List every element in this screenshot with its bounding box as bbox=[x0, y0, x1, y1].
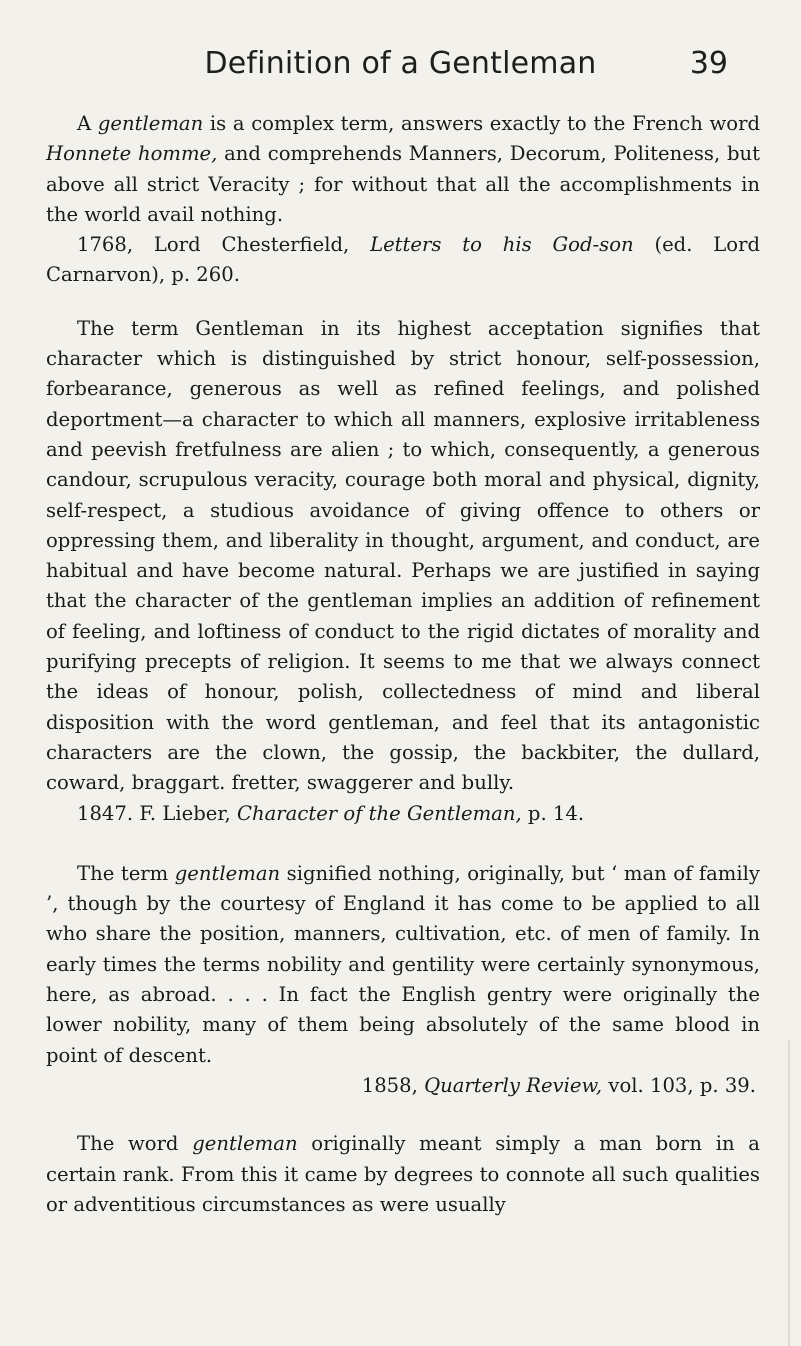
quote-2-text: The term Gentleman in its highest acceptation signifies that character which is distinguished by strict honour, self-possession, forbearance, generous as well as refined feelings, and polished deportment—a character to which all manners, explosive irritableness and peevish fretfulness are alien ; to which, consequently, a generous candour, scrupulous veracity, courage both moral and physical, dignity, self-respect, a studious avoidance of giving offence to others or oppressing them, and liberality in thought, argument, and conduct, are habitual and have become natural. Perhaps we are justified in saying that the character of the gentleman implies an addition of refinement of feeling, and loftiness of conduct to the rigid dictates of morality and purifying precepts of religion. It seems to me that we always connect the ideas of honour, polish, collectedness of mind and liberal disposition with the word gentleman, and feel that its antagonistic characters are the clown, the gossip, the backbiter, the dullard, coward, braggart. fretter, swaggerer and bully. bbox=[46, 316, 760, 795]
citation-part: 1768, Lord Chesterfield, bbox=[77, 233, 371, 257]
quote-1-part: A bbox=[77, 112, 98, 135]
quote-1-term: gentleman bbox=[97, 112, 204, 135]
quote-3-part: signified nothing, originally, but ‘ man of family ’, though by the courtesy of England it has come to be applied to all who share the position, manners, cultivation, etc. of men of family. In early times the terms nobility and gentility were certainly synonymous, here, as abroad. . . . In fact the English gentry were originally the lower nobility, many of them being absolutely of the same blood in point of descent. bbox=[46, 861, 760, 1067]
quote-4-part: The word bbox=[77, 1132, 193, 1156]
citation-work-title: Letters to his God-son bbox=[370, 233, 634, 257]
quote-1-french-term: Honnete homme, bbox=[46, 142, 218, 166]
quote-1-part: is a complex term, answers exactly to the French word bbox=[203, 112, 760, 135]
quote-1-part: and comprehends Manners, Decorum, Politeness, but above all strict Veracity ; for without that all the accomplishments in the world avail nothing. bbox=[46, 142, 760, 226]
quote-1-text bbox=[46, 109, 760, 230]
quote-3-citation bbox=[46, 1071, 760, 1101]
quote-4-part: originally meant simply a man born in a certain rank. From this it came by degrees to connote all such qualities or adventitious circumstances as were usually bbox=[46, 1132, 760, 1216]
quote-1-citation bbox=[46, 230, 760, 291]
body-text bbox=[46, 109, 760, 1220]
citation-part: 1847. F. Lieber, bbox=[77, 801, 238, 825]
quote-3-text bbox=[46, 859, 760, 1071]
citation-part: (ed. Lord Carnarvon), p. 260. bbox=[46, 233, 760, 287]
quote-2-citation bbox=[46, 799, 760, 829]
citation-part: p. 14. bbox=[521, 801, 585, 825]
page-number: 39 bbox=[689, 46, 728, 81]
quote-3-part: The term bbox=[77, 861, 175, 885]
citation-work-title: Character of the Gentleman, bbox=[237, 801, 522, 825]
quote-4-term: gentleman bbox=[192, 1132, 298, 1156]
page-edge-shadow bbox=[788, 1040, 790, 1346]
page-title: Definition of a Gentleman bbox=[204, 46, 597, 81]
citation-part: vol. 103, p. 39. bbox=[602, 1073, 756, 1097]
citation-part: 1858, bbox=[361, 1073, 425, 1097]
quote-3-term: gentleman bbox=[174, 861, 281, 885]
citation-work-title: Quarterly Review, bbox=[424, 1073, 603, 1097]
running-head bbox=[0, 44, 801, 94]
quote-4-text bbox=[46, 1129, 760, 1220]
